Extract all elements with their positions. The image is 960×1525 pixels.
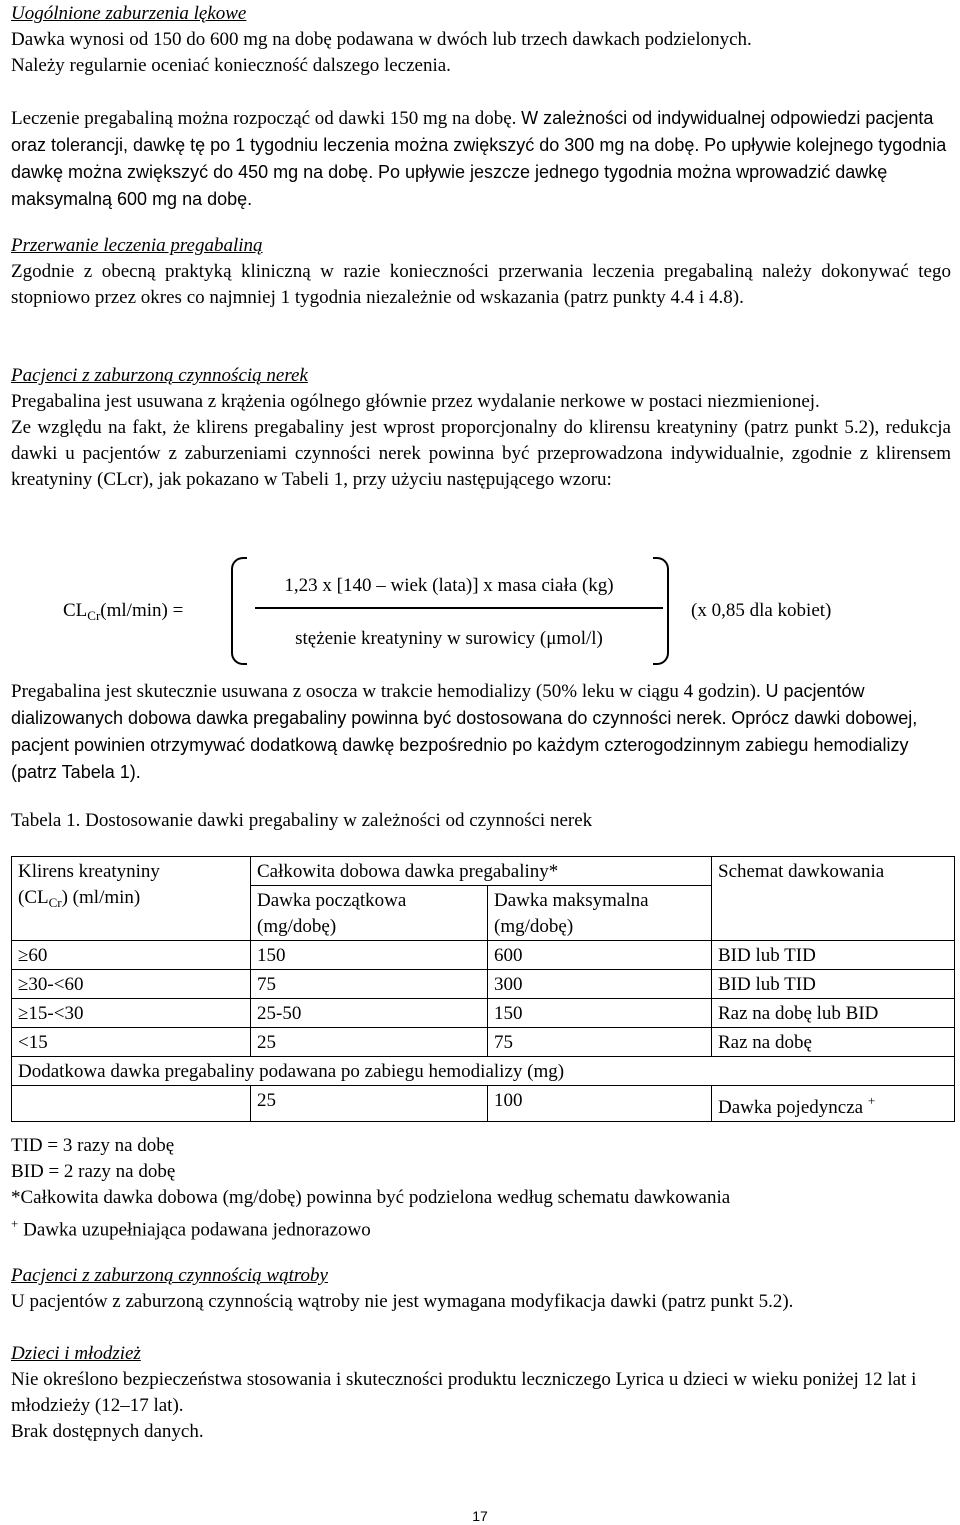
gad-paragraph-1 (11, 27, 951, 79)
header-clearance (12, 857, 251, 941)
cell-supp-max: 100 (488, 1086, 712, 1122)
footnote-plus-mark: + (11, 1216, 19, 1231)
cell-schedule: BID lub TID (712, 941, 955, 970)
cell-schedule: Raz na dobę lub BID (712, 999, 955, 1028)
table-caption: Tabela 1. Dostosowanie dawki pregabaliny w zależności od czynności nerek (11, 810, 593, 831)
header-clearance-line1: Klirens kreatyniny (18, 861, 160, 882)
renal-paragraph-2: Ze względu na fakt, że klirens pregabaliny jest wprost proporcjonalny do klirensu kreatyniny (patrz punkt 5.2), redukcja dawki u pacjentów z zaburzeniami czynności nerek powinna być przeprowadzona indywidualnie, zgodnie z klirensem kreatyniny (CLcr), jak pokazano w Tabeli 1, przy użyciu następującego wzoru: (11, 417, 951, 490)
table-row (12, 970, 955, 999)
gad-paragraph-2 (11, 105, 951, 213)
supplementary-dose-heading: Dodatkowa dawka pregabaliny podawana po zabiegu hemodializy (mg) (12, 1057, 955, 1086)
header-total-daily-dose: Całkowita dobowa dawka pregabaliny* (251, 857, 712, 886)
section-discontinuation (11, 233, 951, 311)
table-row (12, 999, 955, 1028)
footnote-plus (11, 1211, 951, 1243)
gad-p2-part2: W zależności od indywidualnej odpowiedzi pacjenta oraz tolerancji, dawkę tę po 1 tygodniu leczenia można zwiększyć do 300 mg na dobę. (11, 108, 934, 155)
header-max-dose: Dawka maksymalna (mg/dobę) (488, 886, 712, 941)
hemodialysis-part1: Pregabalina jest skutecznie usuwana z osocza w trakcie hemodializy (50% leku w ciągu 4 godzin). (11, 681, 761, 702)
section-hepatic (11, 1263, 951, 1315)
hemodialysis-paragraph (11, 678, 951, 786)
cell-clearance: <15 (12, 1028, 251, 1057)
formula-lhs (63, 598, 183, 629)
header-start-dose: Dawka początkowa (mg/dobę) (251, 886, 488, 941)
heading-gad: Uogólnione zaburzenia lękowe (11, 3, 247, 24)
gad-p2-part3: Po upływie kolejnego tygodnia dawkę można zwiększyć do 450 mg na dobę. (11, 135, 947, 182)
cell-supp-schedule (712, 1086, 955, 1122)
gad-p1-line2: Należy regularnie oceniać konieczność dalszego leczenia. (11, 55, 451, 76)
hemodialysis-part3: Oprócz dawki dobowej, pacjent powinien otrzymywać dodatkową dawkę bezpośrednio po każdym czterogodzinnym zabiegu hemodializy (patrz Tabela 1). (11, 708, 918, 782)
formula-lhs-sub: Cr (87, 608, 101, 623)
section-gad (11, 1, 951, 213)
formula-left-bracket (231, 557, 247, 665)
section-renal (11, 363, 951, 493)
discontinuation-text: Zgodnie z obecną praktyką kliniczną w razie konieczności przerwania leczenia pregabaliną należy dokonywać tego stopniowo przez okres co najmniej 1 tygodnia niezależnie od wskazania (patrz punkty 4.4 i 4.8). (11, 261, 951, 308)
cell-supp-start: 25 (251, 1086, 488, 1122)
formula-rhs: (x 0,85 dla kobiet) (691, 600, 832, 621)
header-schedule: Schemat dawkowania (712, 857, 955, 941)
note-bid: BID = 2 razy na dobę (11, 1161, 176, 1182)
table-supplementary-heading-row (12, 1057, 955, 1086)
formula-right-bracket (653, 557, 669, 665)
gad-p2-part4: Po upływie jeszcze jednego tygodnia można wprowadzić dawkę maksymalną 600 mg na dobę. (11, 162, 888, 209)
cell-clearance: ≥60 (12, 941, 251, 970)
supp-schedule-text: Dawka pojedyncza (718, 1097, 864, 1118)
cell-clearance: ≥15-<30 (12, 999, 251, 1028)
header-clearance-b: (CL (18, 887, 49, 908)
renal-paragraph-1: Pregabalina jest usuwana z krążenia ogólnego głównie przez wydalanie nerkowe w postaci niezmienionej. (11, 391, 820, 412)
note-tid: TID = 3 razy na dobę (11, 1135, 175, 1156)
paediatric-text-1: Nie określono bezpieczeństwa stosowania i skuteczności produktu leczniczego Lyrica u dzieci w wieku poniżej 12 lat i młodzieży (12–17 lat). (11, 1369, 917, 1416)
supp-schedule-mark: + (867, 1093, 876, 1108)
page-number: 17 (472, 1508, 488, 1524)
heading-hepatic: Pacjenci z zaburzoną czynnością wątroby (11, 1265, 328, 1286)
header-clearance-sub: Cr (48, 895, 62, 910)
clearance-formula (11, 555, 951, 665)
table-header-row (12, 857, 955, 886)
hemodialysis-part2: U pacjentów dializowanych dobowa dawka pregabaliny powinna być dostosowana do czynności nerek. (11, 681, 865, 728)
heading-discontinuation: Przerwanie leczenia pregabaliną (11, 235, 263, 256)
heading-renal: Pacjenci z zaburzoną czynnością nerek (11, 365, 308, 386)
formula-lhs-main: CL (63, 600, 88, 621)
cell-empty (12, 1086, 251, 1122)
footnote-plus-text: Dawka uzupełniająca podawana jednorazowo (18, 1219, 371, 1241)
cell-schedule: Raz na dobę (712, 1028, 955, 1057)
gad-p2-part1: Leczenie pregabaliną można rozpocząć od dawki 150 mg na dobę. (11, 108, 517, 129)
formula-denominator: stężenie kreatyniny w surowicy (μmol/l) (295, 628, 603, 649)
table-notes (11, 1133, 951, 1243)
cell-start: 25-50 (251, 999, 488, 1028)
header-clearance-c: ) (ml/min) (61, 887, 141, 908)
cell-start: 75 (251, 970, 488, 999)
cell-max: 300 (488, 970, 712, 999)
table-row (12, 1028, 955, 1057)
gad-p1-line1: Dawka wynosi od 150 do 600 mg na dobę podawana w dwóch lub trzech dawkach podzielonych. (11, 29, 752, 50)
formula-numerator: 1,23 x [140 – wiek (lata)] x masa ciała (kg) (284, 575, 614, 596)
formula-lhs-rest: (ml/min) = (100, 600, 184, 621)
cell-schedule: BID lub TID (712, 970, 955, 999)
dose-table (11, 856, 955, 1122)
section-paediatric (11, 1341, 951, 1445)
cell-max: 150 (488, 999, 712, 1028)
cell-start: 25 (251, 1028, 488, 1057)
cell-start: 150 (251, 941, 488, 970)
cell-clearance: ≥30-<60 (12, 970, 251, 999)
formula-fraction-line (255, 607, 663, 609)
table-supplementary-row (12, 1086, 955, 1122)
section-hemodialysis (11, 678, 951, 786)
table-row (12, 941, 955, 970)
cell-max: 75 (488, 1028, 712, 1057)
hepatic-text: U pacjentów z zaburzoną czynnością wątroby nie jest wymagana modyfikacja dawki (patrz punkt 5.2). (11, 1291, 794, 1312)
paediatric-text-2: Brak dostępnych danych. (11, 1421, 204, 1442)
cell-max: 600 (488, 941, 712, 970)
footnote-star: *Całkowita dawka dobowa (mg/dobę) powinna być podzielona według schematu dawkowania (11, 1187, 731, 1208)
heading-paediatric: Dzieci i młodzież (11, 1343, 141, 1364)
